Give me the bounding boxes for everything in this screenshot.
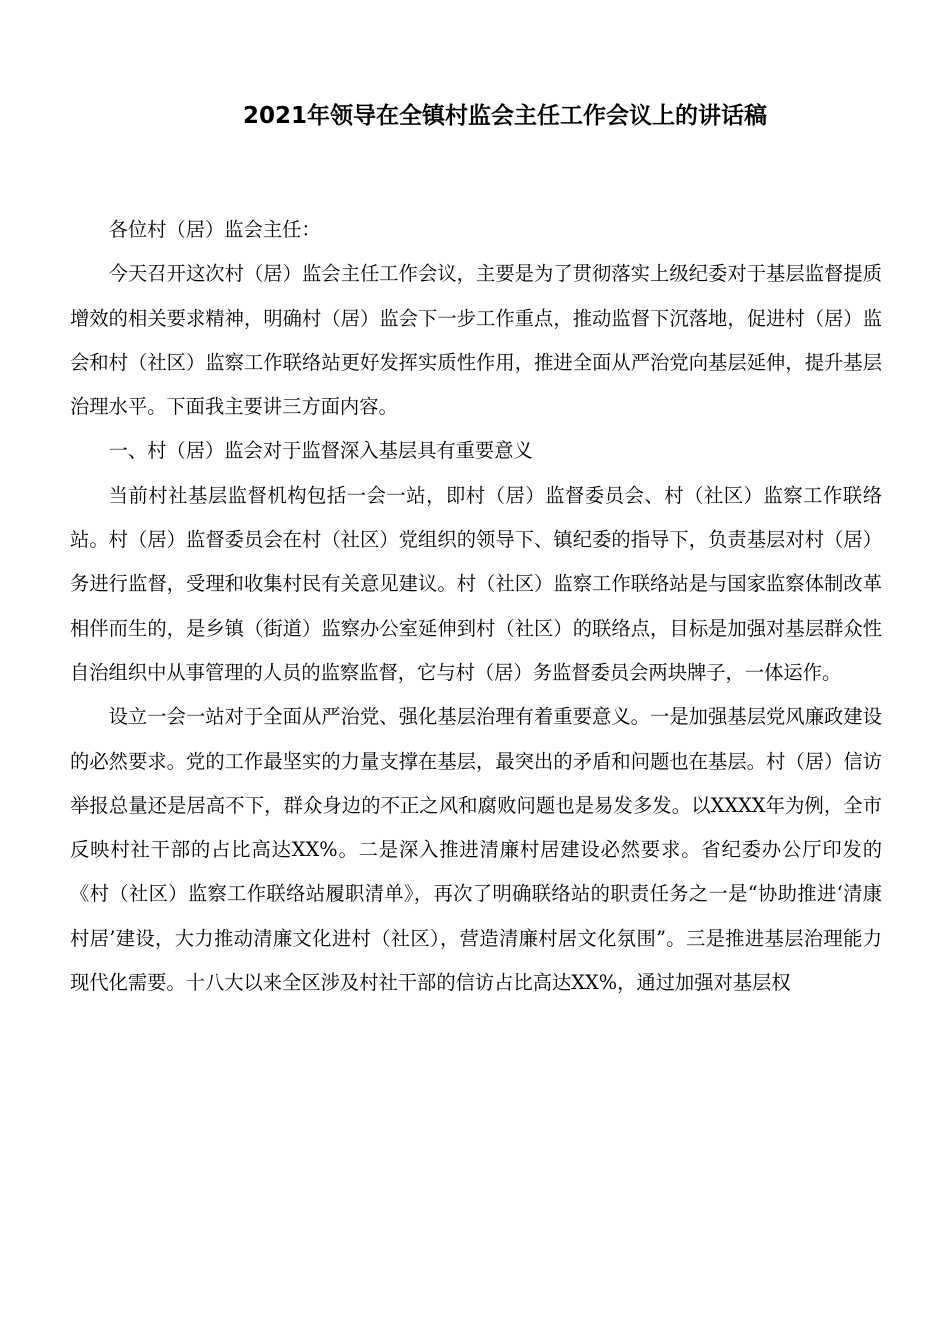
paragraph-supervision-bodies: 当前村社基层监督机构包括一会一站，即村（居）监督委员会、村（社区）监察工作联络站。村（居）监督委员会在村（社区）党组织的领导下、镇纪委的指导下，负责基层对村（居）务进行监督，受理和收集村民有关意见建议。村（社区）监察工作联络站是与国家监察体制改革相伴而生的，是乡镇（街道）监察办公室延伸到村（社区）的联络点，目标是加强对基层群众性自治组织中从事管理的人员的监察监督，它与村（居）务监督委员会两块牌子，一体运作。 — [70, 483, 882, 684]
document-title: 2021年领导在全镇村监会主任工作会议上的讲话稿 — [242, 103, 767, 129]
section-heading-1: 一、村（居）监会对于监督深入基层具有重要意义 — [108, 439, 533, 463]
salutation: 各位村（居）监会主任： — [108, 218, 321, 241]
document-body — [70, 208, 882, 1005]
paragraph-intro: 今天召开这次村（居）监会主任工作会议，主要是为了贯彻落实上级纪委对于基层监督提质增效的相关要求精神，明确村（居）监会下一步工作重点，推动监督下沉落地，促进村（居）监会和村（社区）监察工作联络站更好发挥实质性作用，推进全面从严治党向基层延伸，提升基层治理水平。下面我主要讲三方面内容。 — [70, 262, 882, 419]
paragraph-significance: 设立一会一站对于全面从严治党、强化基层治理有着重要意义。一是加强基层党风廉政建设的必然要求。党的工作最坚实的力量支撑在基层，最突出的矛盾和问题也在基层。村（居）信访举报总量还是居高不下，群众身边的不正之风和腐败问题也是易发多发。以XXXX年为例，全市反映村社干部的占比高达XX%。二是深入推进清廉村居建设必然要求。省纪委办公厅印发的《村（社区）监察工作联络站履职清单》，再次了明确联络站的职责任务之一是“协助推进‘清康村居’建设，大力推动清廉文化进村（社区），营造清廉村居文化氛围”。三是推进基层治理能力现代化需要。十八大以来全区涉及村社干部的信访占比高达XX%，通过加强对基层权 — [70, 705, 882, 995]
